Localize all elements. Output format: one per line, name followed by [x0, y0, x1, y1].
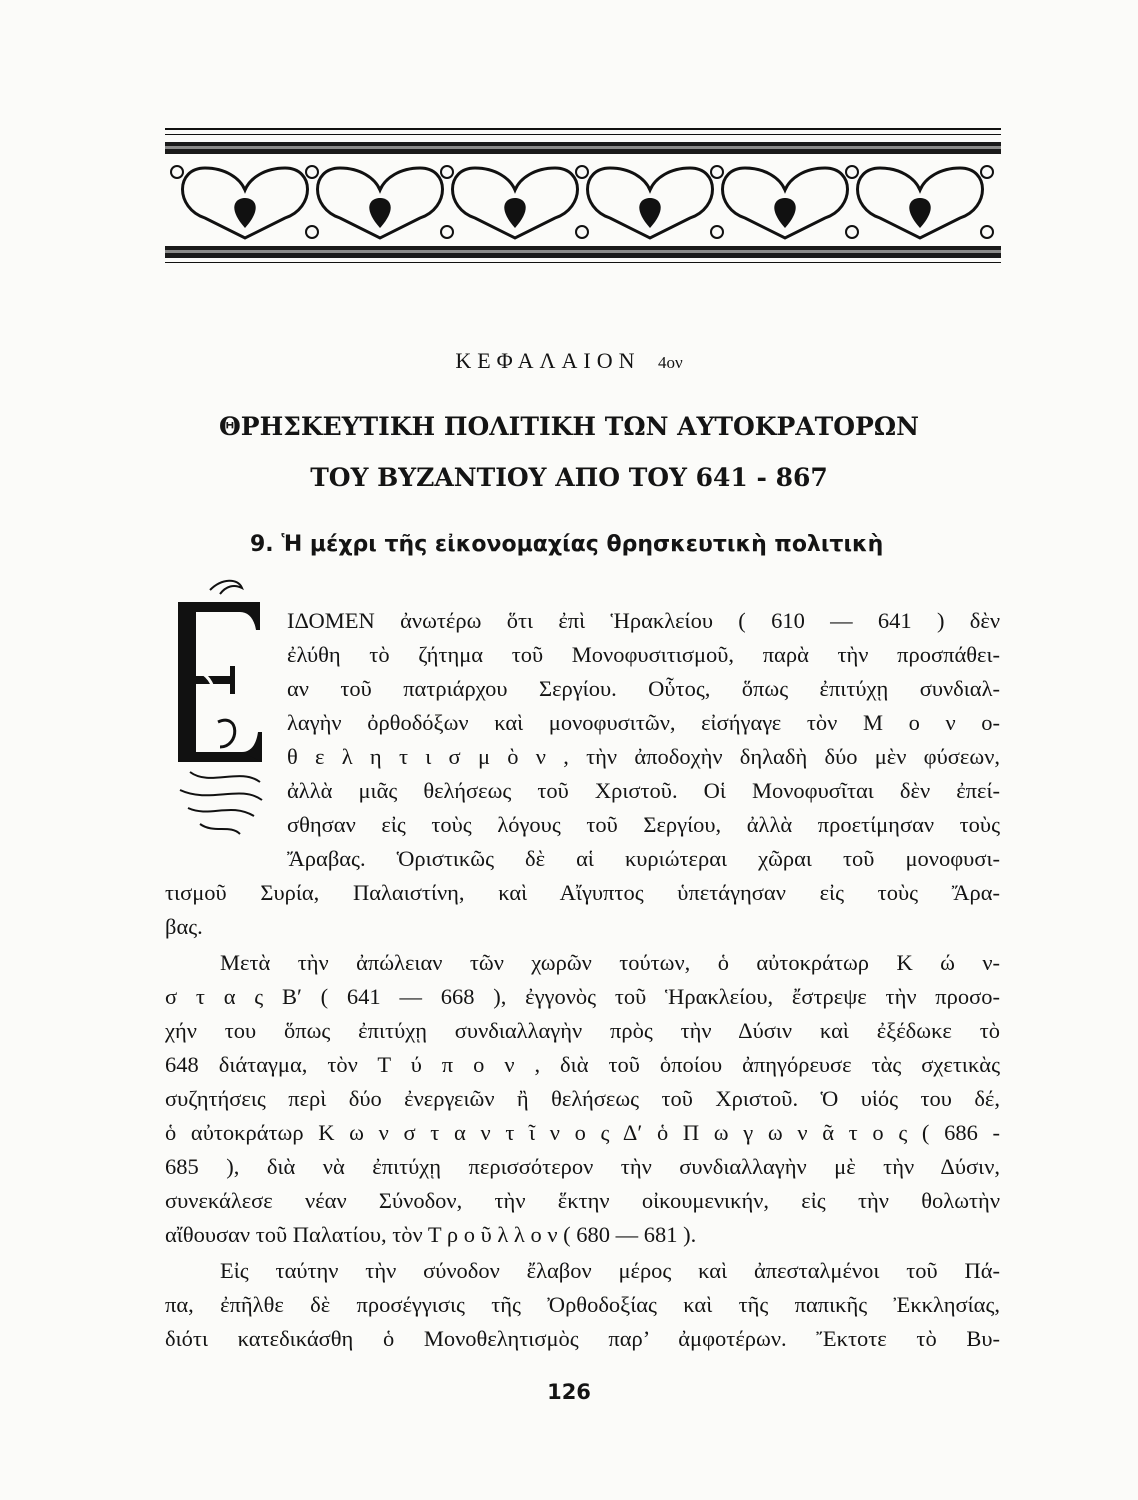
body-line: ΙΔΟΜΕΝ ἀνωτέρω ὅτι ἐπὶ Ἡρακλείου ( 610 — 641 ) δὲν	[287, 608, 1000, 633]
body-line: σθησαν εἰς τοὺς λόγους τοῦ Σεργίου, ἀλλὰ προετίμησαν τοὺς	[287, 812, 1000, 837]
body-line: λαγὴν ὀρθοδόξων καὶ μονοφυσιτῶν, εἰσήγαγε τὸν Μ ο ν ο-	[287, 710, 1000, 735]
body-line: τισμοῦ Συρία, Παλαιστίνη, καὶ Αἴγυπτος ὑπετάγησαν εἰς τοὺς Ἄρα-	[165, 880, 1000, 905]
page-number: 126	[547, 1380, 591, 1404]
body-line: 648 διάταγμα, τὸν Τ ύ π ο ν , διὰ τοῦ ὁποίου ἀπηγόρευσε τὰς σχετικὰς	[165, 1052, 1000, 1077]
ornamental-header-band	[165, 128, 1001, 276]
body-line: αν τοῦ πατριάρχου Σεργίου. Οὗτος, ὅπως ἐπιτύχῃ συνδιαλ-	[287, 676, 1000, 701]
body-line: διότι κατεδικάσθη ὁ Μονοθελητισμὸς παρ’ ἀμφοτέρων. Ἔκτοτε τὸ Βυ-	[165, 1326, 1000, 1351]
body-line: πα, ἐπῆλθε δὲ προσέγγισις τῆς Ὀρθοδοξίας καὶ τῆς παπικῆς Ἐκκλησίας,	[165, 1292, 1000, 1317]
ornament-heart-frieze-icon	[165, 128, 1001, 276]
body-line: ἀλλὰ μιᾶς θελήσεως τοῦ Χριστοῦ. Οἱ Μονοφυσῖται δὲν ἐπεί-	[287, 778, 1000, 803]
drop-cap-epsilon-icon	[170, 572, 270, 842]
section-heading: 9. Ἡ μέχρι τῆς εἰκονομαχίας θρησκευτικὴ πολιτικὴ	[250, 532, 884, 557]
body-line: 685 ), διὰ νὰ ἐπιτύχῃ περισσότερον τὴν συνδιαλλαγὴν μὲ τὴν Δύσιν,	[165, 1154, 1000, 1179]
body-line: χήν του ὅπως ἐπιτύχῃ συνδιαλλαγὴν πρὸς τὴν Δύσιν καὶ ἐξέδωκε τὸ	[165, 1018, 1000, 1043]
body-line: Μετὰ τὴν ἀπώλειαν τῶν χωρῶν τούτων, ὁ αὐτοκράτωρ Κ ώ ν-	[220, 950, 1000, 975]
body-line: Ἄραβας. Ὁριστικῶς δὲ αἱ κυριώτεραι χῶραι τοῦ μονοφυσι-	[287, 846, 1000, 871]
body-line: ὁ αὐτοκράτωρ Κ ω ν σ τ α ν τ ῖ ν ο ς Δ′ ὁ Π ω γ ω ν ᾶ τ ο ς ( 686 -	[165, 1120, 1000, 1145]
chapter-label: ΚΕΦΑΛΑΙΟΝ	[455, 348, 641, 373]
body-line: ἐλύθη τὸ ζήτημα τοῦ Μονοφυσιτισμοῦ, παρὰ τὴν προσπάθει-	[287, 642, 1000, 667]
body-line: σ τ α ς Β′ ( 641 — 668 ), ἐγγονὸς τοῦ Ἡρακλείου, ἔστρεψε τὴν προσο-	[165, 984, 1000, 1009]
chapter-title-line-1: ΘΡΗΣΚΕΥΤΙΚΗ ΠΟΛΙΤΙΚΗ ΤΩΝ ΑΥΤΟΚΡΑΤΟΡΩΝ	[219, 412, 919, 441]
body-line: αἴθουσαν τοῦ Παλατίου, τὸν Τ ρ ο ῦ λ λ ο ν ( 680 — 681 ).	[165, 1222, 697, 1247]
body-line: Εἰς ταύτην τὴν σύνοδον ἔλαβον μέρος καὶ ἀπεσταλμένοι τοῦ Πά-	[220, 1258, 1000, 1283]
body-line: βας.	[165, 914, 203, 939]
body-line: συνεκάλεσε νέαν Σύνοδον, τὴν ἕκτην οἰκουμενικήν, εἰς τὴν θολωτὴν	[165, 1188, 1000, 1213]
chapter-heading	[0, 348, 1138, 374]
chapter-number: 4ον	[658, 353, 683, 372]
body-line: θ ε λ η τ ι σ μ ὸ ν , τὴν ἀποδοχὴν δηλαδὴ δύο μὲν φύσεων,	[287, 744, 1000, 769]
chapter-title-line-2: ΤΟΥ ΒΥΖΑΝΤΙΟΥ ΑΠΟ ΤΟΥ 641 - 867	[310, 463, 828, 492]
body-line: συζητήσεις περὶ δύο ἐνεργειῶν ἢ θελήσεως τοῦ Χριστοῦ. Ὁ υἱός του δέ,	[165, 1086, 1000, 1111]
